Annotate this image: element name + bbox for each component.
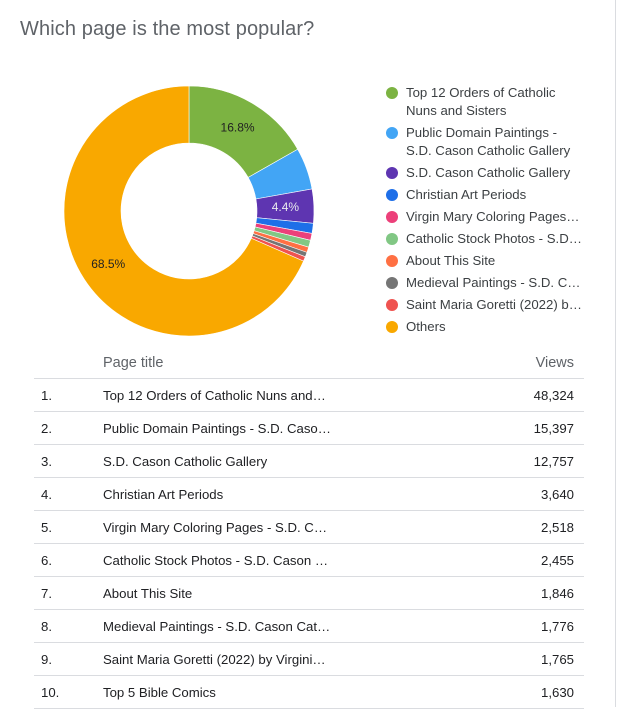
row-page-title: S.D. Cason Catholic Gallery xyxy=(103,445,493,478)
legend-item[interactable] xyxy=(386,208,586,226)
row-page-title: Virgin Mary Coloring Pages - S.D. C… xyxy=(103,511,493,544)
header-views[interactable]: Views xyxy=(493,348,584,379)
row-page-title: Christian Art Periods xyxy=(103,478,493,511)
legend-item[interactable] xyxy=(386,296,586,314)
legend-swatch xyxy=(386,87,398,99)
slice-data-label: 4.4% xyxy=(271,200,300,215)
row-rank: 1. xyxy=(34,379,103,412)
row-rank: 4. xyxy=(34,478,103,511)
legend-item[interactable] xyxy=(386,186,586,204)
row-views: 15,397 xyxy=(493,412,584,445)
legend-label: Christian Art Periods xyxy=(406,187,527,202)
chart-legend xyxy=(386,84,586,336)
row-views: 48,324 xyxy=(493,379,584,412)
row-views: 12,757 xyxy=(493,445,584,478)
table-row[interactable] xyxy=(34,412,584,445)
legend-item[interactable] xyxy=(386,124,586,160)
row-views: 1,776 xyxy=(493,610,584,643)
legend-item[interactable] xyxy=(386,84,586,120)
legend-item[interactable] xyxy=(386,252,586,270)
legend-item[interactable] xyxy=(386,164,586,182)
slice-data-label: 16.8% xyxy=(220,120,255,135)
legend-swatch xyxy=(386,299,398,311)
row-page-title: About This Site xyxy=(103,577,493,610)
legend-swatch xyxy=(386,167,398,179)
legend-item[interactable] xyxy=(386,274,586,292)
table-row[interactable] xyxy=(34,643,584,676)
row-page-title: Saint Maria Goretti (2022) by Virgini… xyxy=(103,643,493,676)
row-page-title: Public Domain Paintings - S.D. Caso… xyxy=(103,412,493,445)
row-rank: 10. xyxy=(34,676,103,709)
pages-table xyxy=(34,348,584,709)
row-rank: 6. xyxy=(34,544,103,577)
row-rank: 2. xyxy=(34,412,103,445)
row-rank: 7. xyxy=(34,577,103,610)
table-row[interactable] xyxy=(34,544,584,577)
table-row[interactable] xyxy=(34,511,584,544)
row-page-title: Top 12 Orders of Catholic Nuns and… xyxy=(103,379,493,412)
row-page-title: Top 5 Bible Comics xyxy=(103,676,493,709)
table-row[interactable] xyxy=(34,610,584,643)
legend-label: Saint Maria Goretti (2022) b… xyxy=(406,297,582,312)
table-row[interactable] xyxy=(34,577,584,610)
table-row[interactable] xyxy=(34,478,584,511)
row-rank: 5. xyxy=(34,511,103,544)
legend-swatch xyxy=(386,127,398,139)
legend-label: S.D. Cason Catholic Gallery xyxy=(406,165,571,180)
legend-label: Catholic Stock Photos - S.D… xyxy=(406,231,582,246)
legend-label: Medieval Paintings - S.D. C… xyxy=(406,275,581,290)
chart-title: Which page is the most popular? xyxy=(20,18,315,40)
row-page-title: Medieval Paintings - S.D. Cason Cat… xyxy=(103,610,493,643)
row-page-title: Catholic Stock Photos - S.D. Cason … xyxy=(103,544,493,577)
row-views: 2,518 xyxy=(493,511,584,544)
row-views: 3,640 xyxy=(493,478,584,511)
row-views: 1,846 xyxy=(493,577,584,610)
row-rank: 9. xyxy=(34,643,103,676)
table-header-row xyxy=(34,348,584,379)
row-views: 2,455 xyxy=(493,544,584,577)
legend-item[interactable] xyxy=(386,230,586,248)
legend-label: Others xyxy=(406,319,446,334)
header-page-title[interactable]: Page title xyxy=(103,348,493,379)
donut-chart xyxy=(0,0,380,345)
legend-item[interactable] xyxy=(386,318,586,336)
header-rank xyxy=(34,348,103,379)
legend-swatch xyxy=(386,255,398,267)
table-row[interactable] xyxy=(34,379,584,412)
legend-swatch xyxy=(386,233,398,245)
legend-swatch xyxy=(386,189,398,201)
legend-swatch xyxy=(386,321,398,333)
legend-label: About This Site xyxy=(406,253,496,268)
table-row[interactable] xyxy=(34,676,584,709)
row-rank: 8. xyxy=(34,610,103,643)
table-row[interactable] xyxy=(34,445,584,478)
legend-swatch xyxy=(386,277,398,289)
legend-swatch xyxy=(386,211,398,223)
row-views: 1,765 xyxy=(493,643,584,676)
legend-label: Virgin Mary Coloring Pages… xyxy=(406,209,580,224)
row-views: 1,630 xyxy=(493,676,584,709)
legend-label: Public Domain Paintings - S.D. Cason Catholic Gallery xyxy=(406,125,571,158)
slice-data-label: 68.5% xyxy=(91,256,126,271)
row-rank: 3. xyxy=(34,445,103,478)
legend-label: Top 12 Orders of Catholic Nuns and Sisters xyxy=(406,85,556,118)
